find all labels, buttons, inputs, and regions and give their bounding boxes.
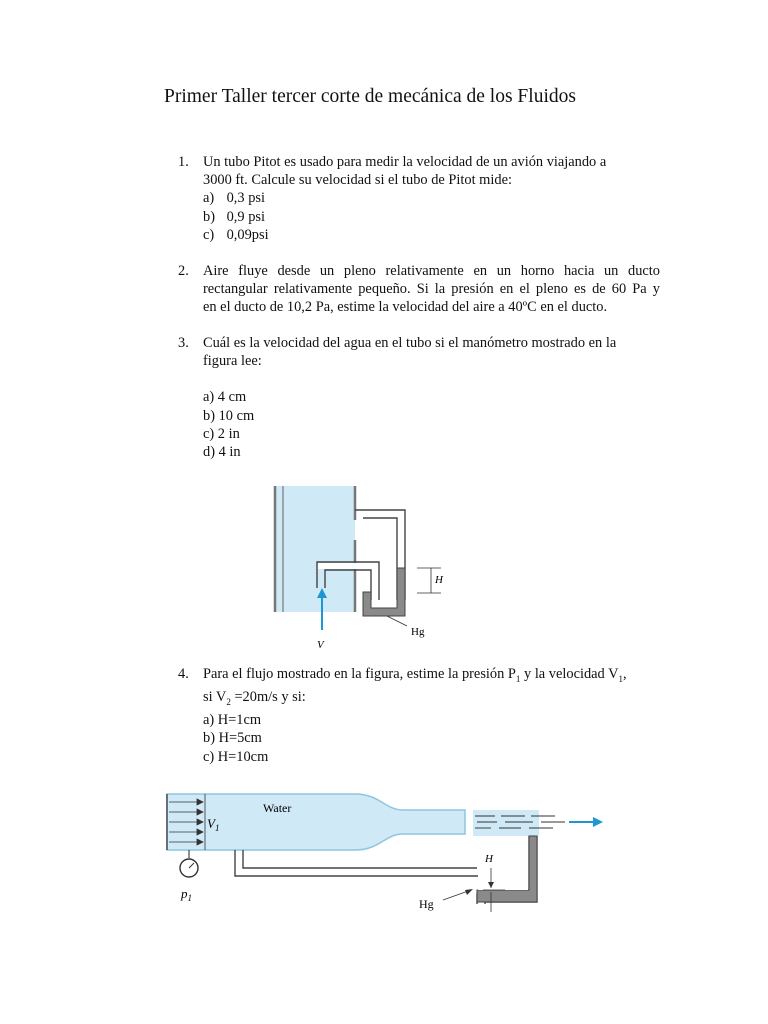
answer-option: a) 4 cm bbox=[203, 389, 247, 406]
question-text: en el ducto de 10,2 Pa, estime la velocidad del aire a 40ºC en el ducto. bbox=[203, 299, 608, 316]
answer-option: b) H=5cm bbox=[203, 730, 262, 747]
answer-option: b) 10 cm bbox=[203, 407, 255, 424]
label-v: V bbox=[317, 639, 324, 651]
label-p1: $p_1$ bbox=[181, 886, 192, 903]
label-v1: $V_1$ bbox=[207, 816, 220, 833]
question-4 bbox=[178, 665, 660, 766]
question-text: Aire fluye desde un pleno relativamente en un horno hacia un ducto bbox=[203, 263, 660, 279]
answer-option: b) 0,9 psi bbox=[203, 208, 265, 225]
question-text: Para el flujo mostrado en la figura, estime la presión $P_1$ y la velocidad $V_1$, bbox=[203, 666, 627, 684]
document-title: Primer Taller tercer corte de mecánica de los Fluidos bbox=[164, 86, 576, 107]
question-text: si $V_2 =20m/s$ y si: bbox=[203, 689, 306, 707]
answer-option: c) 0,09psi bbox=[203, 226, 269, 243]
question-number: 4. bbox=[178, 666, 189, 682]
question-text: 3000 ft. Calcule su velocidad si el tubo de Pitot mide: bbox=[203, 172, 512, 189]
question-number: 2. bbox=[178, 263, 189, 279]
answer-option: c) H=10cm bbox=[203, 748, 269, 765]
question-2 bbox=[178, 262, 660, 317]
pitot-manometer-figure bbox=[265, 480, 455, 655]
label-h: H bbox=[435, 574, 443, 586]
question-text: figura lee: bbox=[203, 353, 262, 370]
label-hg: Hg bbox=[419, 897, 434, 911]
answer-option: a) 0,3 psi bbox=[203, 190, 265, 207]
question-text: Un tubo Pitot es usado para medir la velocidad de un avión viajando a bbox=[203, 154, 607, 170]
label-water: Water bbox=[263, 801, 292, 815]
question-3 bbox=[178, 334, 660, 461]
label-hg: Hg bbox=[411, 626, 425, 638]
water-region bbox=[275, 486, 355, 612]
question-text: Cuál es la velocidad del agua en el tubo si el manómetro mostrado en la bbox=[203, 335, 617, 351]
question-1 bbox=[178, 153, 660, 244]
answer-option: c) 2 in bbox=[203, 425, 240, 442]
answer-option: d) 4 in bbox=[203, 444, 241, 461]
label-h: H bbox=[485, 853, 493, 865]
question-text: rectangular relativamente pequeño. Si la presión en el pleno es de 60 Pa y bbox=[203, 281, 660, 298]
duct-manometer-figure bbox=[165, 788, 615, 918]
question-number: 3. bbox=[178, 335, 189, 351]
question-number: 1. bbox=[178, 154, 189, 170]
answer-option: a) H=1cm bbox=[203, 712, 262, 729]
